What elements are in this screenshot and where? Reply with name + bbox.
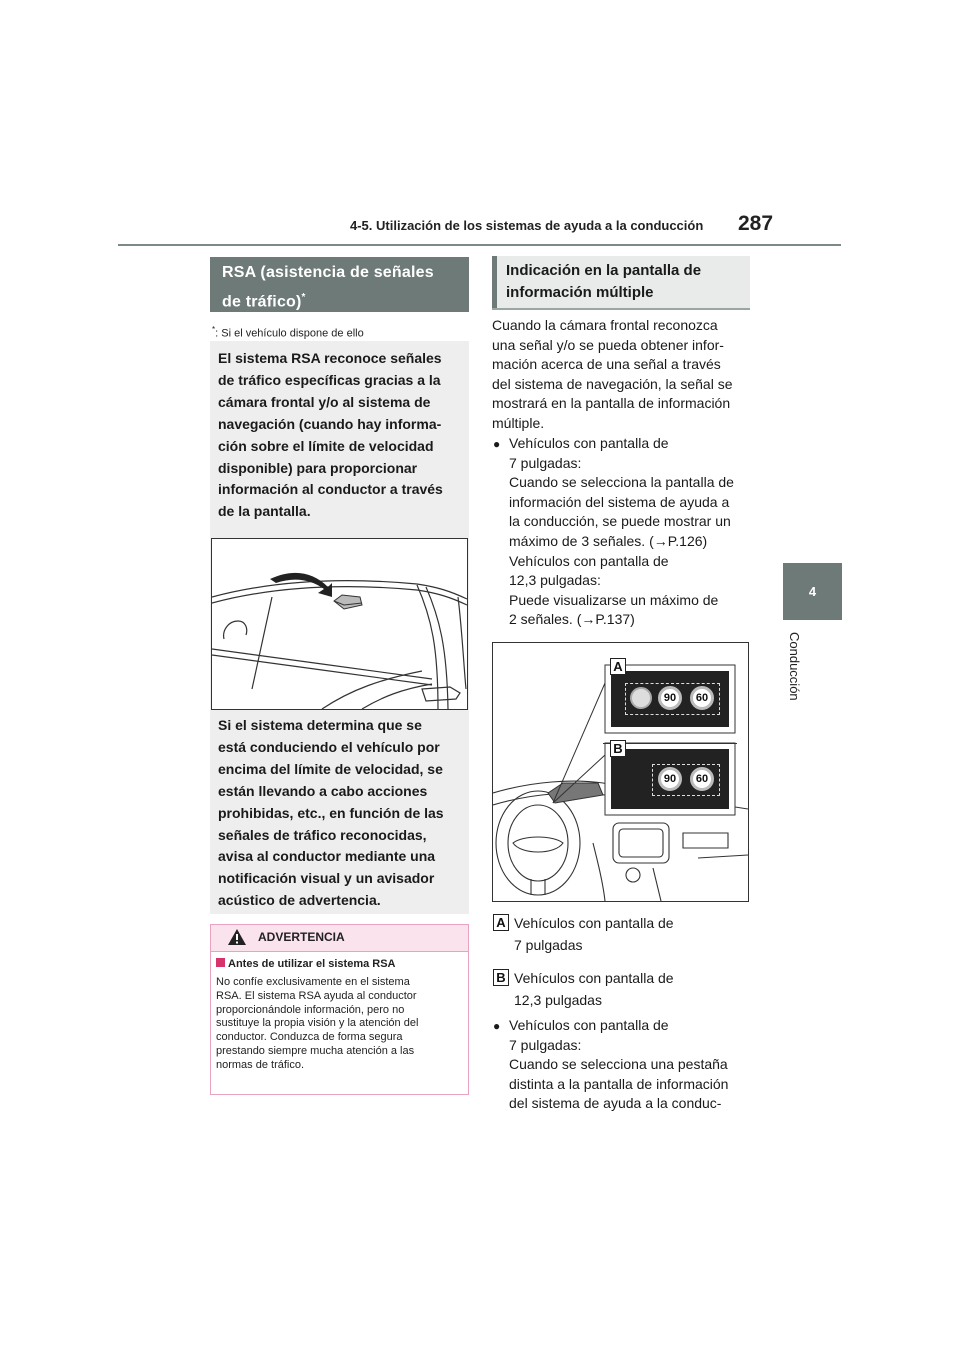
section-heading-display (492, 256, 750, 309)
warning-line: proporcionándole información, pero no (216, 1003, 405, 1016)
detail-line: señales de tráfico reconocidas, (218, 826, 427, 843)
warning-body (216, 976, 466, 1073)
legend-a-line1: Vehículos con pantalla de (514, 915, 674, 931)
chapter-label: Conducción (787, 632, 802, 701)
intro-line: del sistema de navegación, la señal se (492, 375, 733, 392)
summary-line: información al conductor a través (218, 481, 443, 498)
warning-subtitle-text: Antes de utilizar el sistema RSA (228, 958, 396, 970)
summary-line: de la pantalla. (218, 503, 311, 520)
footnote-text: : Si el vehículo dispone de ello (215, 327, 364, 340)
bullet-line: 2 señales. (→P.137) (509, 611, 635, 628)
legend-tag-b: B (493, 969, 509, 986)
summary-line: cámara frontal y/o al sistema de (218, 393, 431, 410)
warning-line: normas de tráfico. (216, 1058, 305, 1071)
intro-line: Cuando la cámara frontal reconozca (492, 317, 718, 333)
bullet-line: Vehículos con pantalla de (509, 1017, 669, 1033)
summary-intro (218, 348, 463, 523)
speed-sign-60: 60 (690, 686, 714, 710)
footnote-mark: * (212, 325, 216, 334)
section-heading-line1: RSA (asistencia de señales (222, 264, 434, 281)
bullet-line: distinta a la pantalla de información (509, 1075, 729, 1092)
intro-line: mación acerca de una señal a través (492, 356, 721, 373)
section-heading-line1: Indicación en la pantalla de (506, 262, 702, 279)
bullet-7-12-inch (509, 434, 754, 630)
chapter-tab: 4 (783, 563, 842, 620)
detail-line: Si el sistema determina que se (218, 717, 422, 733)
detail-line: encima del límite de velocidad, se (218, 760, 443, 777)
warning-line: RSA. El sistema RSA ayuda al conductor (216, 989, 417, 1002)
warning-triangle-icon (227, 928, 247, 946)
detail-line: notificación visual y un avisador (218, 870, 435, 887)
summary-line: disponible) para proporcionar (218, 459, 418, 476)
bullet-line: Cuando se selecciona una pestaña (509, 1056, 728, 1073)
detail-line: prohibidas, etc., en función de las (218, 804, 444, 821)
bullet-line: Vehículos con pantalla de (509, 552, 669, 569)
intro-line: mostrará en la pantalla de información (492, 395, 731, 412)
header-divider (118, 244, 841, 246)
windshield-camera-drawing (212, 539, 467, 709)
bullet-line: del sistema de ayuda a la conduc- (509, 1095, 722, 1112)
bullet-line: 7 pulgadas: (509, 454, 582, 471)
bullet-dot-icon: ● (493, 1019, 501, 1033)
running-header-title: 4-5. Utilización de los sistemas de ayuda a la conducción (350, 218, 704, 233)
no-overtaking-sign-icon (630, 687, 652, 709)
warning-title: ADVERTENCIA (258, 930, 345, 944)
bullet-line: la conducción, se puede mostrar un (509, 513, 731, 530)
legend-tag-a: A (493, 914, 509, 931)
section-heading-underline (492, 308, 750, 310)
figure-tag-a: A (610, 658, 626, 675)
bullet-line: 7 pulgadas: (509, 1036, 582, 1053)
bullet-tab-selected (509, 1016, 754, 1114)
warning-line: sustituye la propia visión y la atención del (216, 1017, 419, 1030)
warning-bullet-square-icon (216, 958, 225, 967)
detail-line: acústico de advertencia. (218, 892, 381, 909)
summary-line: navegación (cuando hay informa- (218, 415, 442, 432)
speed-sign-90: 90 (658, 686, 682, 710)
footnote (212, 325, 364, 340)
bullet-line: Puede visualizarse un máximo de (509, 591, 719, 608)
intro-line: una señal y/o se pueda obtener infor- (492, 336, 724, 353)
bullet-line: máximo de 3 señales. (→P.126) (509, 532, 708, 549)
figure-tag-b: B (610, 740, 626, 757)
summary-line: ción sobre el límite de velocidad (218, 437, 434, 454)
section-heading-mark: * (301, 292, 306, 303)
legend-a-line2: 7 pulgadas (514, 937, 583, 953)
intro-line: múltiple. (492, 414, 545, 431)
display-intro (492, 316, 752, 434)
page-number: 287 (738, 212, 774, 235)
section-heading-rsa (210, 257, 469, 312)
detail-line: está conduciendo el vehículo por (218, 738, 440, 755)
warning-line: conductor. Conduzca de forma segura (216, 1031, 403, 1044)
warning-subtitle (216, 958, 396, 970)
bullet-line: información del sistema de ayuda a (509, 493, 730, 510)
bullet-dot-icon: ● (493, 437, 501, 451)
summary-line: de tráfico específicas gracias a la (218, 371, 441, 388)
warning-line: prestando siempre mucha atención a las (216, 1044, 415, 1057)
speed-sign-90: 90 (658, 767, 682, 791)
detail-line: están llevando a cabo acciones (218, 782, 428, 799)
section-heading-line2: información múltiple (506, 284, 654, 301)
section-heading-line2: de tráfico) (222, 293, 302, 311)
windshield-camera-illustration (211, 538, 468, 710)
legend-b-line1: Vehículos con pantalla de (514, 970, 674, 986)
bullet-line: Vehículos con pantalla de (509, 435, 669, 451)
legend-b-line2: 12,3 pulgadas (514, 992, 602, 1008)
speed-sign-60: 60 (690, 767, 714, 791)
summary-detail (218, 715, 463, 912)
bullet-line: 12,3 pulgadas: (509, 572, 601, 589)
warning-line: No confíe exclusivamente en el sistema (216, 976, 410, 988)
summary-line: El sistema RSA reconoce señales (218, 350, 442, 366)
detail-line: avisa al conductor mediante una (218, 848, 436, 865)
bullet-line: Cuando se selecciona la pantalla de (509, 474, 734, 491)
